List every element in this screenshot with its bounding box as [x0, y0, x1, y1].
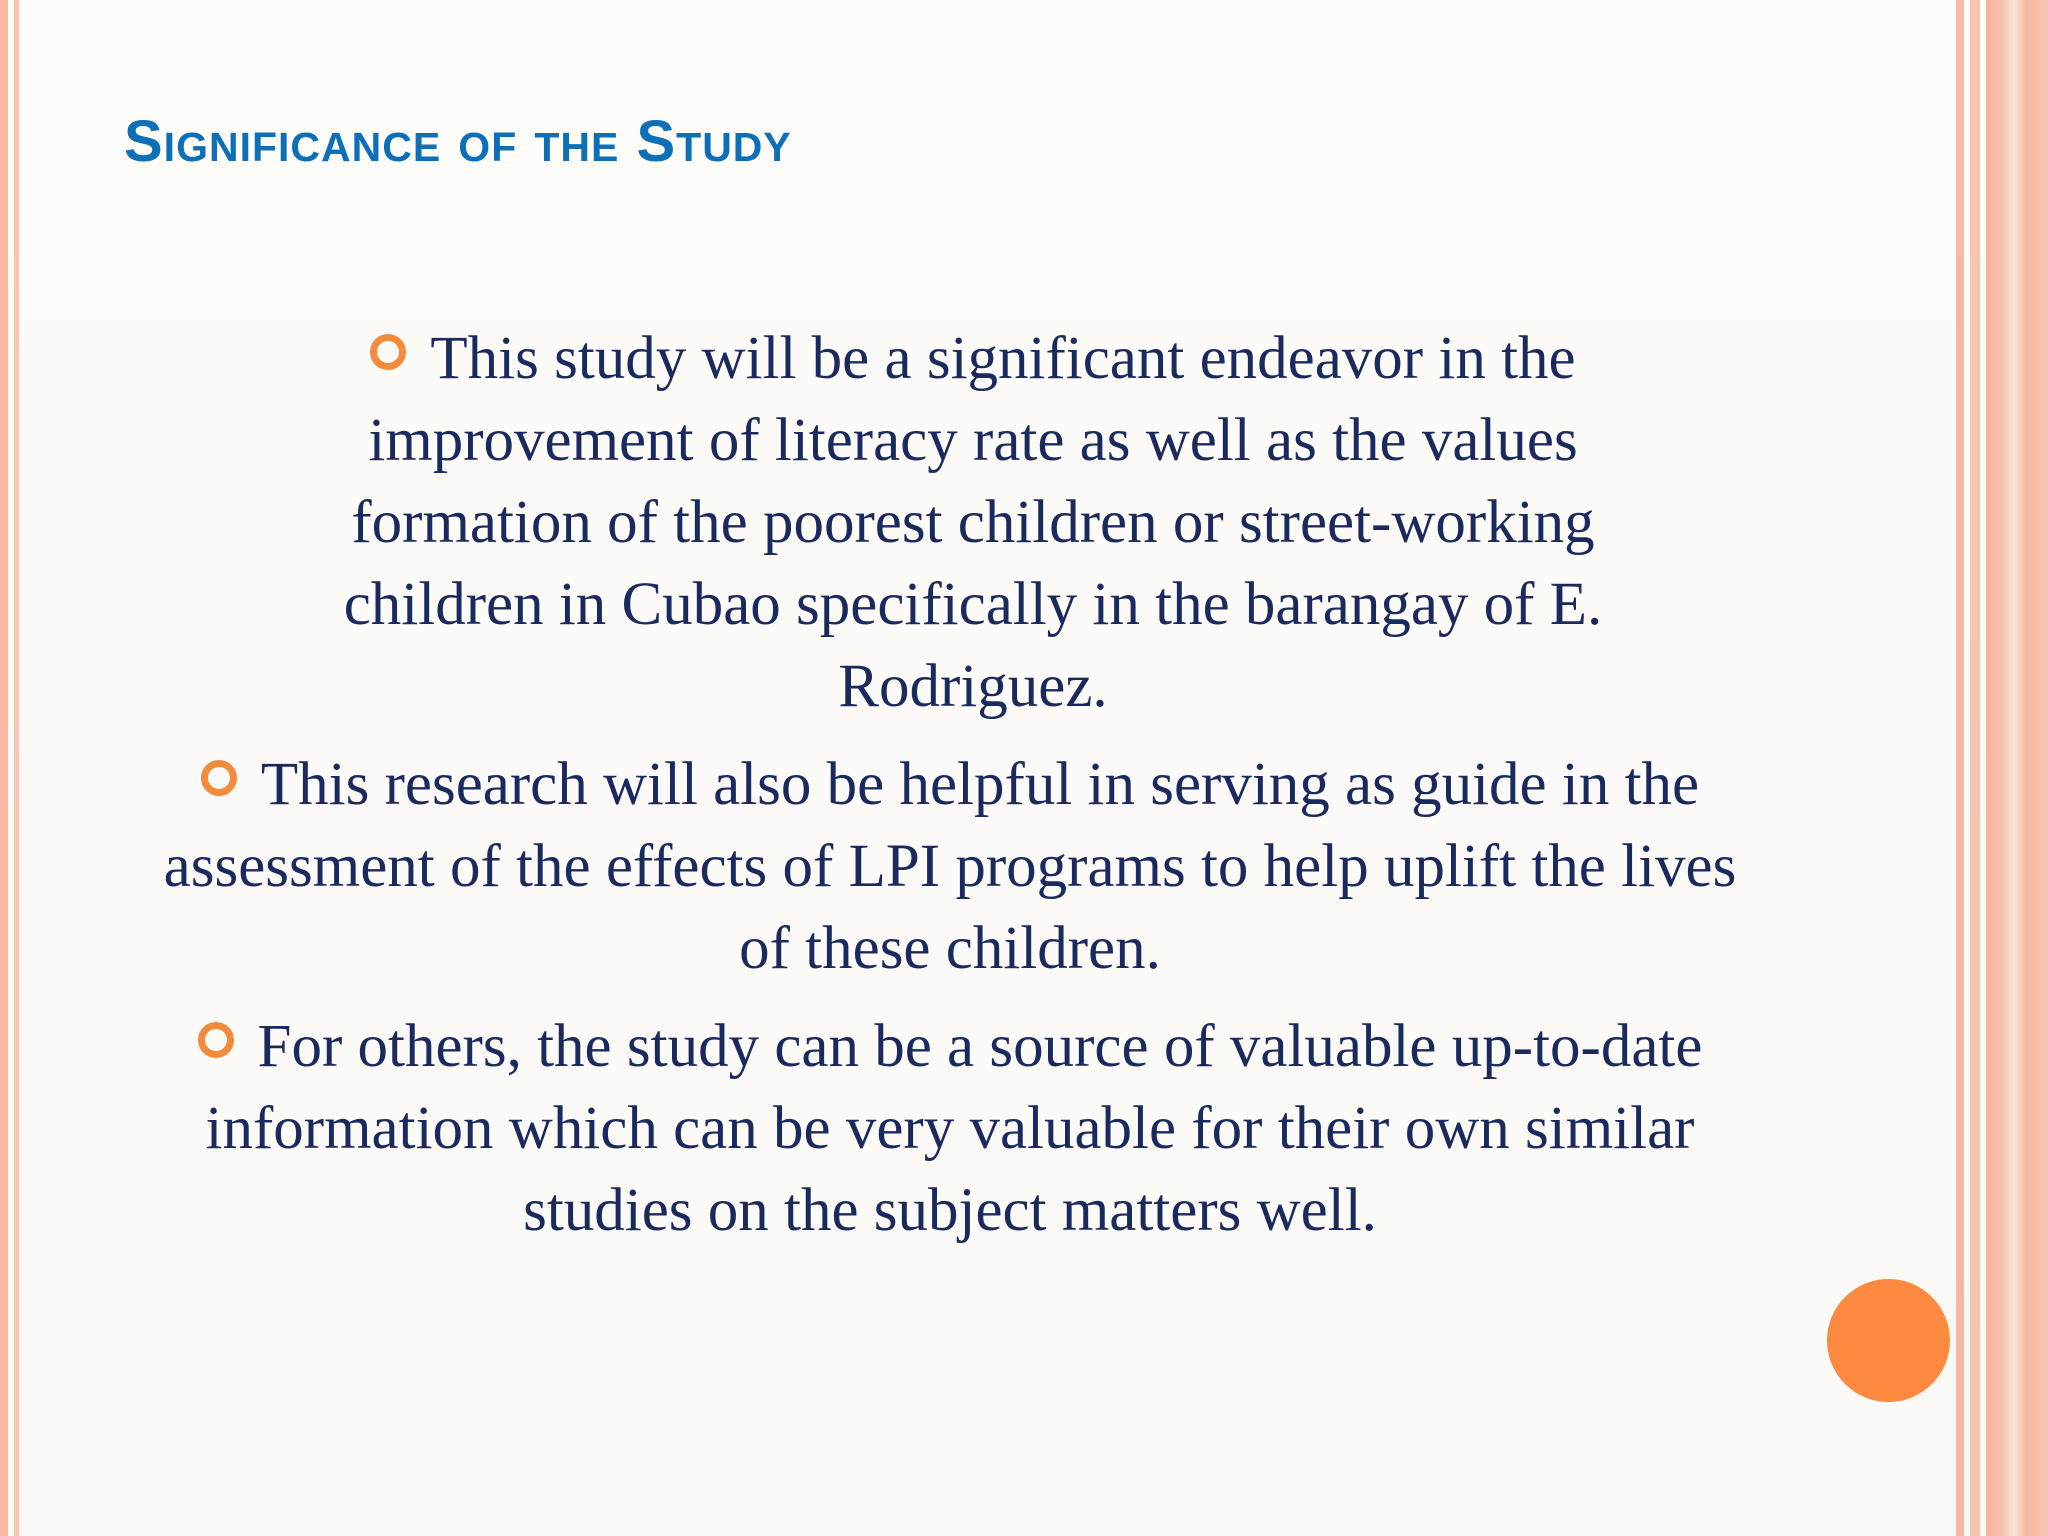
ring-bullet-icon [201, 760, 237, 796]
ring-bullet-icon [198, 1022, 234, 1058]
bullet-text: For others, the study can be a source of valuable up-to-date information which can be very valuable for their own similar studies on the subject matters well. [205, 1013, 1703, 1244]
right-border-stripe [1956, 0, 1964, 1536]
left-border-stripe [0, 0, 8, 1536]
right-border-band [1986, 0, 2048, 1536]
bullet-item [256, 318, 1690, 728]
bullet-item [150, 1006, 1750, 1252]
right-border-stripe-inner [1970, 0, 1980, 1536]
accent-circle [1827, 1279, 1950, 1402]
ring-bullet-icon [370, 334, 406, 370]
bullet-text: This research will also be helpful in serving as guide in the assessment of the effects of LPI programs to help uplift the lives of these children. [163, 751, 1737, 982]
bullet-list [150, 318, 1890, 1252]
left-border-stripe-inner [14, 0, 19, 1536]
bullet-text: This study will be a significant endeavor in the improvement of literacy rate as well as the values formation of the poorest children or street-working children in Cubao specifically in the barangay of E. Rodriguez. [343, 325, 1603, 720]
slide-title: Significance of the Study [124, 109, 792, 174]
bullet-item [150, 744, 1750, 990]
